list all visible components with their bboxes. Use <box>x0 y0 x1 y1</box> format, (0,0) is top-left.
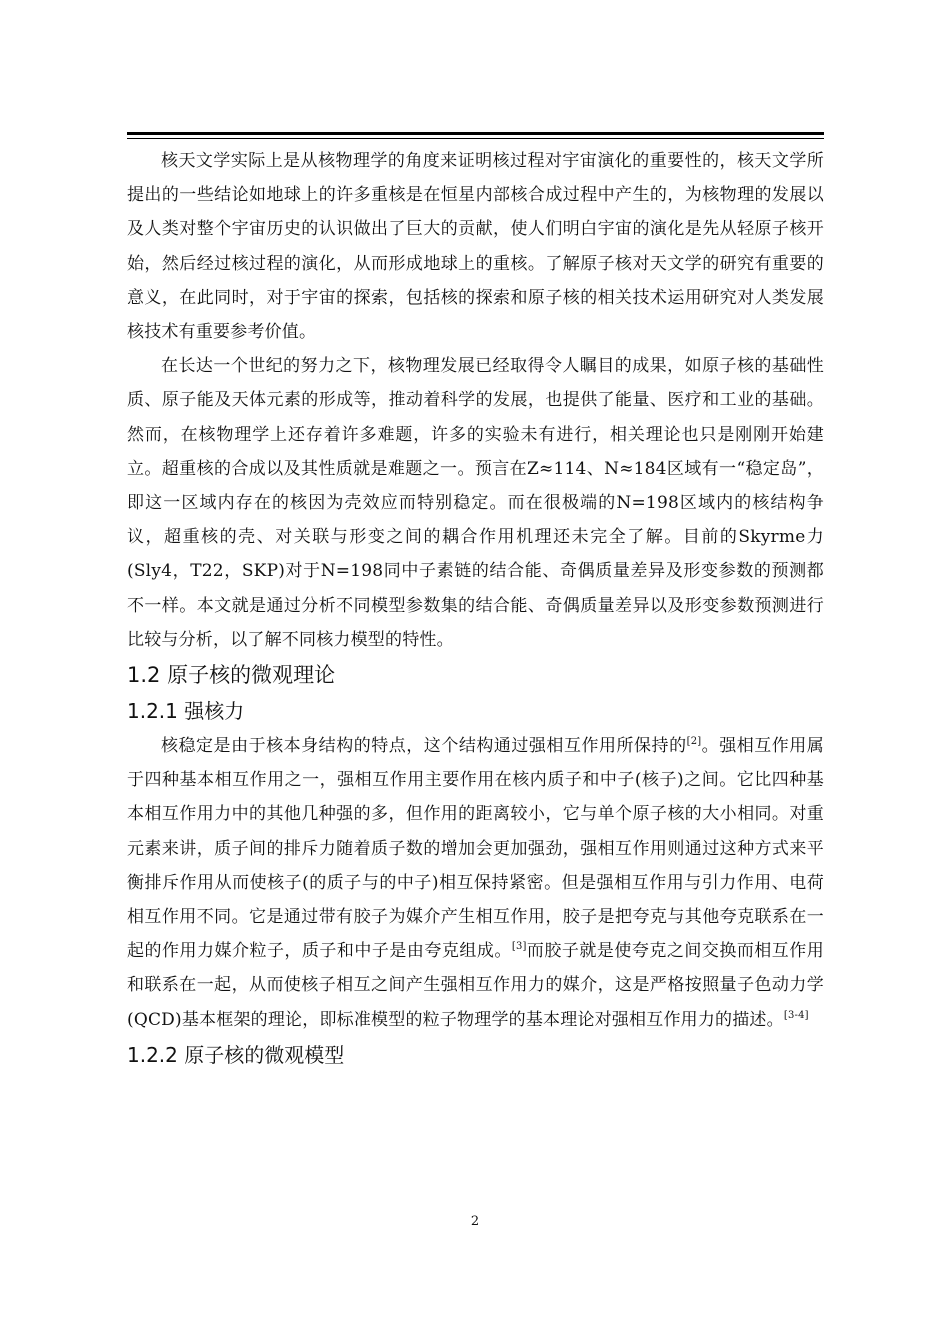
strong-force-text-part3: 而胶子就是使夸克之间交换而相互作用和联系在一起，从而使核子相互之间产生强相互作用力的媒介，这是严格按照量子色动力学(QCD)基本框架的理论，即标准模型的粒子物理学的基本理论对强相互作用力的描述。 <box>127 941 824 1030</box>
section-heading-1-2-2: 1.2.2 原子核的微观模型 <box>127 1042 345 1067</box>
citation-ref-2[interactable]: [2] <box>686 736 702 748</box>
header-rule-thin <box>127 138 824 139</box>
citation-ref-3-4[interactable]: [3-4] <box>783 1009 809 1021</box>
strong-force-text-part1: 核稳定是由于核本身结构的特点，这个结构通过强相互作用所保持的 <box>161 736 687 757</box>
paragraph-nuclear-physics-progress: 在长达一个世纪的努力之下，核物理发展已经取得令人瞩目的成果，如原子核的基础性质、原子能及天体元素的形成等，推动着科学的发展，也提供了能量、医疗和工业的基础。然而，在核物理学上还存着许多难题，许多的实验未有进行，相关理论也只是刚刚开始建立。超重核的合成以及其性质就是难题之一。预言在Z≈114、N≈184区域有一“稳定岛”，即这一区域内存在的核因为壳效应而特别稳定。而在很极端的N=198区域内的核结构争议，超重核的壳、对关联与形变之间的耦合作用机理还未完全了解。目前的Skyrme力(Sly4，T22，SKP)对于N=198同中子素链的结合能、奇偶质量差异及形变参数的预测都不一样。本文就是通过分析不同模型参数集的结合能、奇偶质量差异以及形变参数预测进行比较与分析，以了解不同核力模型的特性。 <box>127 356 824 650</box>
citation-ref-3[interactable]: [3] <box>511 941 527 953</box>
paragraph-strong-force <box>127 729 824 1037</box>
page-body <box>127 144 824 1073</box>
strong-force-text-part2: 。强相互作用属于四种基本相互作用之一，强相互作用主要作用在核内质子和中子(核子)之间。它比四种基本相互作用力中的其他几种强的多，但作用的距离较小，它与单个原子核的大小相同。对重元素来讲，质子间的排斥力随着质子数的增加会更加强劲，强相互作用则通过这种方式来平衡排斥作用从而使核子(的质子与的中子)相互保持紧密。但是强相互作用与引力作用、电荷相互作用不同。它是通过带有胶子为媒介产生相互作用，胶子是把夸克与其他夸克联系在一起的作用力媒介粒子，质子和中子是由夸克组成。 <box>127 736 824 962</box>
section-heading-1-2: 1.2 原子核的微观理论 <box>127 663 336 688</box>
section-heading-1-2-1: 1.2.1 强核力 <box>127 699 245 724</box>
paragraph-nuclear-astrophysics: 核天文学实际上是从核物理学的角度来证明核过程对宇宙演化的重要性的，核天文学所提出的一些结论如地球上的许多重核是在恒星内部核合成过程中产生的，为核物理的发展以及人类对整个宇宙历史的认识做出了巨大的贡献，使人们明白宇宙的演化是先从轻原子核开始，然后经过核过程的演化，从而形成地球上的重核。了解原子核对天文学的研究有重要的意义，在此同时，对于宇宙的探索，包括核的探索和原子核的相关技术运用研究对人类发展核技术有重要参考价值。 <box>127 151 824 343</box>
header-rule-thick <box>127 132 824 135</box>
page-number: 2 <box>470 1214 480 1229</box>
